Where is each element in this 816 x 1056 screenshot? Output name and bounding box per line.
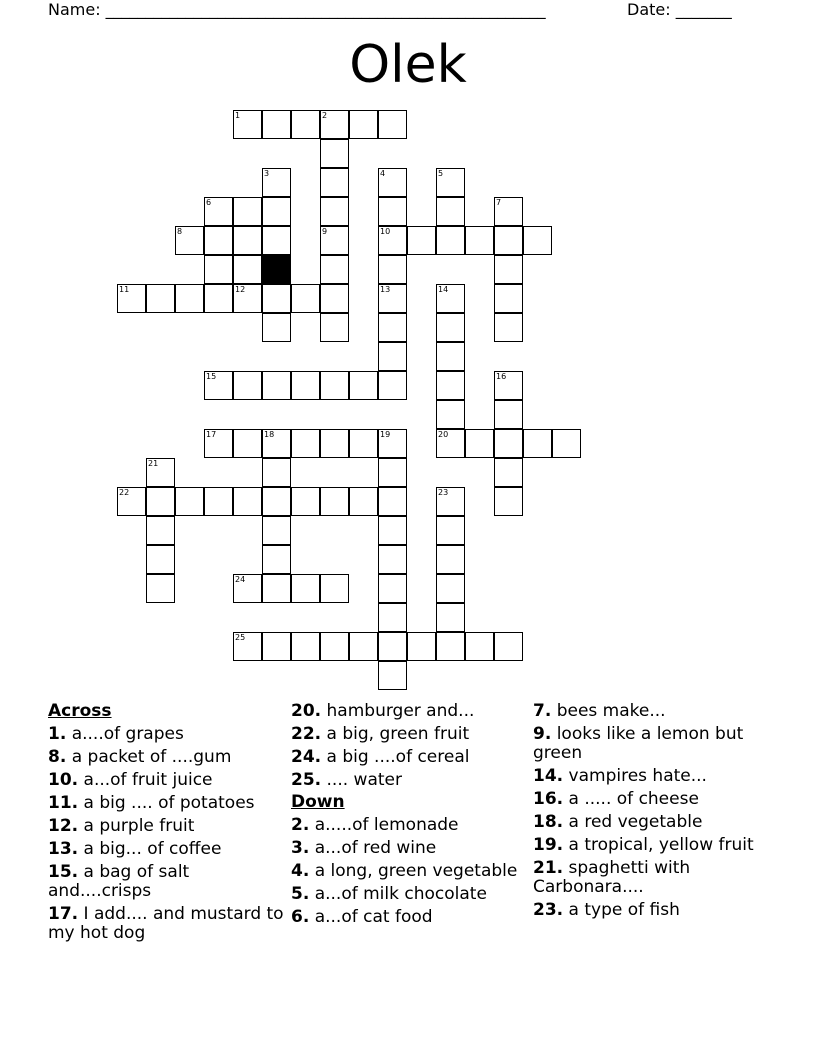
grid-cell[interactable] (291, 632, 320, 661)
clues-column-1 (48, 702, 288, 947)
grid-cell[interactable] (494, 226, 523, 255)
grid-cell[interactable] (378, 313, 407, 342)
clue-text: a type of fish (563, 900, 680, 920)
grid-cell[interactable] (378, 110, 407, 139)
clue-text: a tropical, yellow fruit (563, 835, 754, 855)
grid-cell[interactable] (233, 110, 262, 139)
clue-num: 17. (48, 904, 79, 924)
clue-num: 8. (48, 747, 67, 767)
grid-cell[interactable] (233, 371, 262, 400)
grid-cell[interactable] (233, 197, 262, 226)
date-field[interactable]: Date: _______ (627, 0, 732, 19)
clue-text: a....of grapes (66, 724, 184, 744)
grid-cell[interactable] (262, 313, 291, 342)
clue-number: 9 (322, 227, 328, 236)
grid-cell[interactable] (407, 632, 436, 661)
grid-cell[interactable] (436, 545, 465, 574)
clue-number: 5 (438, 169, 444, 178)
clue-num: 4. (291, 861, 310, 881)
clue-num: 3. (291, 838, 310, 858)
clue-num: 15. (48, 862, 79, 882)
grid-cell[interactable] (262, 197, 291, 226)
grid-cell[interactable] (204, 226, 233, 255)
clue-item (533, 702, 773, 721)
grid-cell[interactable] (436, 313, 465, 342)
clue-number: 23 (438, 488, 449, 497)
grid-cell[interactable] (117, 284, 146, 313)
clue-item (291, 862, 531, 881)
clue-item (48, 840, 288, 859)
clue-num: 12. (48, 816, 79, 836)
clues-column-2 (291, 702, 531, 931)
clue-text: vampires hate... (563, 766, 707, 786)
grid-cell[interactable] (494, 197, 523, 226)
grid-cell[interactable] (436, 197, 465, 226)
clue-number: 13 (380, 285, 391, 294)
clue-num: 23. (533, 900, 564, 920)
clue-num: 18. (533, 812, 564, 832)
clue-item (291, 725, 531, 744)
grid-cell[interactable] (320, 226, 349, 255)
clue-text: a big .... of potatoes (78, 793, 255, 813)
clue-text: a big, green fruit (321, 724, 470, 744)
clue-text: bees make... (551, 701, 666, 721)
clue-text: a packet of ....gum (66, 747, 232, 767)
clue-text: a ..... of cheese (563, 789, 699, 809)
grid-cell[interactable] (349, 110, 378, 139)
clue-number: 25 (235, 633, 246, 642)
grid-cell[interactable] (204, 197, 233, 226)
across-list-1 (48, 725, 288, 943)
grid-cell[interactable] (146, 574, 175, 603)
grid-cell[interactable] (378, 574, 407, 603)
clue-num: 10. (48, 770, 79, 790)
clue-number: 17 (206, 430, 217, 439)
grid-cell[interactable] (233, 487, 262, 516)
grid-cell[interactable] (494, 255, 523, 284)
down-list-1 (291, 816, 531, 927)
grid-cell[interactable] (378, 255, 407, 284)
clue-number: 2 (322, 111, 328, 120)
clue-item (533, 859, 773, 897)
clue-text: a...of cat food (309, 907, 433, 927)
grid-cell[interactable] (378, 632, 407, 661)
clue-text: a big... of coffee (78, 839, 222, 859)
clue-num: 7. (533, 701, 552, 721)
grid-cell[interactable] (262, 429, 291, 458)
grid-cell[interactable] (436, 574, 465, 603)
clue-number: 12 (235, 285, 246, 294)
black-cell (262, 255, 291, 284)
grid-cell[interactable] (291, 284, 320, 313)
grid-cell[interactable] (465, 632, 494, 661)
clue-text: a long, green vegetable (309, 861, 518, 881)
grid-cell[interactable] (378, 516, 407, 545)
grid-cell[interactable] (378, 545, 407, 574)
clue-num: 1. (48, 724, 67, 744)
grid-cell[interactable] (436, 400, 465, 429)
grid-cell[interactable] (117, 487, 146, 516)
clue-num: 5. (291, 884, 310, 904)
clue-item (533, 725, 773, 763)
grid-cell[interactable] (320, 371, 349, 400)
grid-cell[interactable] (175, 284, 204, 313)
grid-cell[interactable] (320, 574, 349, 603)
across-list-2 (291, 702, 531, 790)
grid-cell[interactable] (494, 284, 523, 313)
clue-item (291, 816, 531, 835)
grid-cell[interactable] (436, 168, 465, 197)
grid-cell[interactable] (146, 458, 175, 487)
grid-cell[interactable] (465, 226, 494, 255)
grid-cell[interactable] (378, 661, 407, 690)
grid-cell[interactable] (378, 197, 407, 226)
clue-item (48, 817, 288, 836)
grid-cell[interactable] (436, 603, 465, 632)
clue-text: looks like a lemon but green (533, 724, 744, 763)
grid-cell[interactable] (378, 226, 407, 255)
grid-cell[interactable] (320, 487, 349, 516)
clue-number: 4 (380, 169, 386, 178)
clue-item (48, 905, 288, 943)
clue-text: a big ....of cereal (321, 747, 470, 767)
clue-item (48, 794, 288, 813)
clue-item (533, 813, 773, 832)
clue-num: 14. (533, 766, 564, 786)
clue-num: 11. (48, 793, 79, 813)
grid-cell[interactable] (378, 458, 407, 487)
clue-num: 21. (533, 858, 564, 878)
grid-cell[interactable] (378, 429, 407, 458)
grid-cell[interactable] (349, 429, 378, 458)
grid-cell[interactable] (407, 226, 436, 255)
clue-num: 22. (291, 724, 322, 744)
grid-cell[interactable] (291, 429, 320, 458)
grid-cell[interactable] (262, 226, 291, 255)
clue-item (48, 725, 288, 744)
clue-number: 19 (380, 430, 391, 439)
grid-cell[interactable] (436, 342, 465, 371)
grid-cell[interactable] (262, 516, 291, 545)
clue-item (48, 748, 288, 767)
grid-cell[interactable] (291, 487, 320, 516)
clue-item (291, 771, 531, 790)
clue-number: 21 (148, 459, 159, 468)
grid-cell[interactable] (262, 458, 291, 487)
grid-cell[interactable] (262, 371, 291, 400)
clue-item (533, 836, 773, 855)
grid-cell[interactable] (233, 574, 262, 603)
clue-text: spaghetti with Carbonara.... (533, 858, 691, 897)
grid-cell[interactable] (233, 255, 262, 284)
clue-text: a bag of salt and....crisps (48, 862, 190, 901)
clue-item (533, 767, 773, 786)
grid-cell[interactable] (146, 516, 175, 545)
grid-cell[interactable] (378, 342, 407, 371)
clue-number: 24 (235, 575, 246, 584)
clue-num: 13. (48, 839, 79, 859)
grid-cell[interactable] (320, 313, 349, 342)
grid-cell[interactable] (204, 284, 233, 313)
grid-cell[interactable] (291, 110, 320, 139)
clue-text: a...of fruit juice (78, 770, 213, 790)
clue-item (291, 885, 531, 904)
grid-cell[interactable] (436, 284, 465, 313)
grid-cell[interactable] (378, 284, 407, 313)
across-heading: Across (48, 701, 112, 721)
clue-item (291, 908, 531, 927)
clue-item (48, 863, 288, 901)
grid-cell[interactable] (349, 632, 378, 661)
clue-text: a.....of lemonade (309, 815, 459, 835)
clue-number: 7 (496, 198, 502, 207)
clue-number: 16 (496, 372, 507, 381)
clue-num: 24. (291, 747, 322, 767)
clue-number: 22 (119, 488, 130, 497)
clue-number: 14 (438, 285, 449, 294)
clue-number: 15 (206, 372, 217, 381)
grid-cell[interactable] (436, 429, 465, 458)
clue-item (291, 839, 531, 858)
grid-cell[interactable] (320, 255, 349, 284)
grid-cell[interactable] (146, 487, 175, 516)
grid-cell[interactable] (494, 429, 523, 458)
grid-cell[interactable] (146, 545, 175, 574)
grid-cell[interactable] (204, 487, 233, 516)
grid-cell[interactable] (262, 168, 291, 197)
clue-number: 10 (380, 227, 391, 236)
clue-num: 20. (291, 701, 322, 721)
grid-cell[interactable] (204, 371, 233, 400)
clue-text: a...of milk chocolate (309, 884, 487, 904)
grid-cell[interactable] (523, 226, 552, 255)
grid-cell[interactable] (436, 516, 465, 545)
grid-cell[interactable] (494, 487, 523, 516)
name-field[interactable]: Name: _______________________________________________________ (48, 0, 546, 19)
grid-cell[interactable] (175, 226, 204, 255)
grid-cell[interactable] (436, 632, 465, 661)
clue-num: 19. (533, 835, 564, 855)
clue-text: .... water (321, 770, 402, 790)
grid-cell[interactable] (494, 371, 523, 400)
grid-cell[interactable] (378, 487, 407, 516)
clue-text: hamburger and... (321, 701, 475, 721)
grid-cell[interactable] (436, 371, 465, 400)
grid-cell[interactable] (378, 371, 407, 400)
grid-cell[interactable] (494, 400, 523, 429)
grid-cell[interactable] (349, 371, 378, 400)
grid-cell[interactable] (436, 226, 465, 255)
clue-num: 6. (291, 907, 310, 927)
clue-text: a...of red wine (309, 838, 437, 858)
down-heading: Down (291, 792, 345, 812)
grid-cell[interactable] (233, 632, 262, 661)
clue-text: a red vegetable (563, 812, 703, 832)
grid-cell[interactable] (320, 197, 349, 226)
grid-cell[interactable] (146, 284, 175, 313)
clue-number: 18 (264, 430, 275, 439)
clue-number: 8 (177, 227, 183, 236)
clue-number: 6 (206, 198, 212, 207)
grid-cell[interactable] (320, 168, 349, 197)
grid-cell[interactable] (233, 429, 262, 458)
grid-cell[interactable] (349, 487, 378, 516)
grid-cell[interactable] (378, 603, 407, 632)
clues-column-3 (533, 702, 773, 924)
grid-cell[interactable] (262, 574, 291, 603)
clue-number: 3 (264, 169, 270, 178)
grid-cell[interactable] (262, 487, 291, 516)
grid-cell[interactable] (378, 168, 407, 197)
clue-item (291, 748, 531, 767)
clue-num: 16. (533, 789, 564, 809)
clue-text: I add.... and mustard to my hot dog (48, 904, 284, 943)
grid-cell[interactable] (465, 429, 494, 458)
clue-num: 2. (291, 815, 310, 835)
clue-text: a purple fruit (78, 816, 195, 836)
grid-cell[interactable] (262, 632, 291, 661)
grid-cell[interactable] (320, 632, 349, 661)
grid-cell[interactable] (204, 255, 233, 284)
grid-cell[interactable] (262, 110, 291, 139)
grid-cell[interactable] (320, 429, 349, 458)
grid-cell[interactable] (523, 429, 552, 458)
clue-item (48, 771, 288, 790)
grid-cell[interactable] (175, 487, 204, 516)
grid-cell[interactable] (291, 371, 320, 400)
grid-cell[interactable] (320, 284, 349, 313)
grid-cell[interactable] (233, 284, 262, 313)
clue-number: 20 (438, 430, 449, 439)
grid-cell[interactable] (291, 574, 320, 603)
clue-number: 11 (119, 285, 130, 294)
clue-item (291, 702, 531, 721)
grid-cell[interactable] (494, 313, 523, 342)
clue-num: 9. (533, 724, 552, 744)
grid-cell[interactable] (262, 545, 291, 574)
page-title: Olek (349, 35, 467, 95)
grid-cell[interactable] (233, 226, 262, 255)
grid-cell[interactable] (436, 487, 465, 516)
grid-cell[interactable] (320, 139, 349, 168)
clue-item (533, 790, 773, 809)
grid-cell[interactable] (204, 429, 233, 458)
grid-cell[interactable] (494, 632, 523, 661)
grid-cell[interactable] (320, 110, 349, 139)
clue-item (533, 901, 773, 920)
clue-num: 25. (291, 770, 322, 790)
grid-cell[interactable] (494, 458, 523, 487)
clue-number: 1 (235, 111, 241, 120)
grid-cell[interactable] (262, 284, 291, 313)
grid-cell[interactable] (552, 429, 581, 458)
down-list-2 (533, 702, 773, 920)
